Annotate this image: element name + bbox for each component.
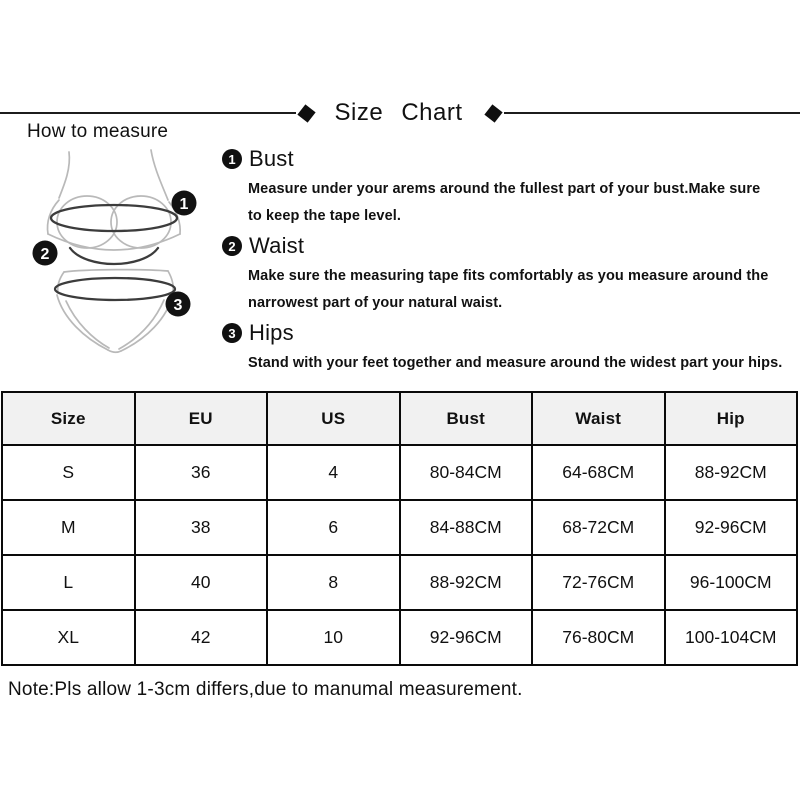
bikini-cup-right: [111, 196, 171, 248]
section-title: Bust: [249, 146, 294, 171]
bikini-measurement-figure: [8, 142, 220, 354]
table-row-xl: [2, 610, 797, 665]
table-cell: 84-88CM: [400, 500, 533, 555]
col-header-hip: Hip: [665, 392, 798, 445]
section-waist: [222, 233, 768, 317]
body-line: Stand with your feet together and measure around the widest part your hips.: [248, 355, 783, 371]
bikini-underband: [48, 234, 180, 250]
section-heading: [222, 233, 768, 259]
diamond-icon: [484, 104, 502, 122]
bikini-bottom-side-right: [168, 271, 173, 292]
section-body: [248, 263, 768, 317]
bikini-bottom-waistband: [64, 270, 168, 272]
badge-number: 3: [173, 297, 183, 314]
table-cell: 92-96CM: [400, 610, 533, 665]
figure-badge-1: [172, 191, 197, 216]
section-body: [248, 176, 760, 230]
table-cell: 80-84CM: [400, 445, 533, 500]
table-row-l: [2, 555, 797, 610]
table-cell: 4: [267, 445, 400, 500]
bikini-cup-left: [57, 196, 117, 248]
table-cell: 76-80CM: [532, 610, 665, 665]
table-cell: L: [2, 555, 135, 610]
body-line: Measure under your arems around the fullest part of your bust.Make sure: [248, 181, 761, 197]
table-cell: 42: [135, 610, 268, 665]
table-cell: 6: [267, 500, 400, 555]
section-body: [248, 350, 782, 377]
table-cell: 72-76CM: [532, 555, 665, 610]
bikini-strap-left: [59, 152, 69, 198]
table-row-m: [2, 500, 797, 555]
table-cell: 100-104CM: [665, 610, 798, 665]
table-cell: 38: [135, 500, 268, 555]
body-line: to keep the tape level.: [248, 208, 401, 224]
bikini-bottom-hem-left: [66, 301, 109, 348]
body-line: narrowest part of your natural waist.: [248, 295, 503, 311]
table-cell: 36: [135, 445, 268, 500]
hip-measure-line: [55, 278, 175, 300]
table-cell: 88-92CM: [400, 555, 533, 610]
figure-badge-3: [166, 292, 191, 317]
col-header-us: US: [267, 392, 400, 445]
table-cell: 10: [267, 610, 400, 665]
table-cell: 96-100CM: [665, 555, 798, 610]
how-to-measure-heading: How to measure: [27, 121, 169, 142]
section-heading: [222, 320, 782, 346]
note-text: Note:Pls allow 1-3cm differs,due to manumal measurement.: [8, 679, 523, 700]
table-cell: 40: [135, 555, 268, 610]
table-cell: S: [2, 445, 135, 500]
table-cell: 8: [267, 555, 400, 610]
section-hips: [222, 320, 782, 377]
badge-number: 2: [40, 246, 50, 263]
table-cell: 88-92CM: [665, 445, 798, 500]
badge-number: 1: [179, 196, 189, 213]
bikini-bottom-crotch: [108, 350, 121, 352]
figure-badge-2: [33, 241, 58, 266]
section-bust: [222, 146, 760, 230]
table-cell: 68-72CM: [532, 500, 665, 555]
col-header-eu: EU: [135, 392, 268, 445]
numbered-badge-icon: 3: [222, 323, 242, 343]
size-table-header-row: [2, 392, 797, 445]
table-cell: 92-96CM: [665, 500, 798, 555]
col-header-bust: Bust: [400, 392, 533, 445]
section-title: Waist: [249, 233, 305, 258]
page-title: Size Chart: [334, 99, 463, 126]
numbered-badge-icon: 1: [222, 149, 242, 169]
col-header-waist: Waist: [532, 392, 665, 445]
table-cell: M: [2, 500, 135, 555]
diamond-icon: [298, 104, 316, 122]
bikini-strap-right: [151, 150, 168, 200]
section-heading: [222, 146, 760, 172]
section-title: Hips: [249, 320, 294, 345]
title-rule-right: [504, 112, 800, 114]
title-rule-left: [0, 112, 296, 114]
body-line: Make sure the measuring tape fits comfortably as you measure around the: [248, 268, 769, 284]
table-cell: XL: [2, 610, 135, 665]
size-table: [1, 391, 798, 666]
numbered-badge-icon: 2: [222, 236, 242, 256]
table-cell: 64-68CM: [532, 445, 665, 500]
table-row-s: [2, 445, 797, 500]
col-header-size: Size: [2, 392, 135, 445]
